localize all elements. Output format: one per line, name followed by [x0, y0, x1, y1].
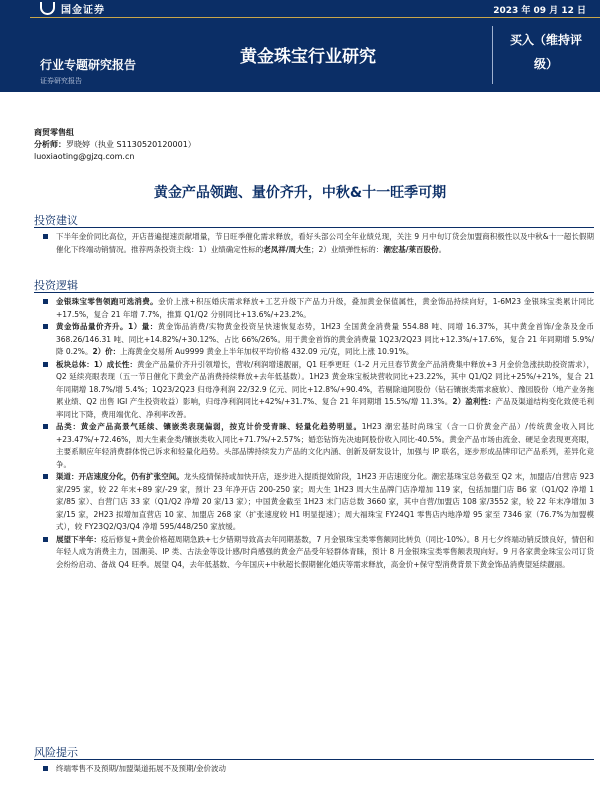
header-divider — [492, 26, 493, 84]
sector-name: 商贸零售组 — [34, 128, 74, 137]
section-title-logic: 投资逻辑 — [34, 279, 78, 292]
header-gold-rule — [30, 17, 600, 18]
list-item: 品类：黄金产品高景气延续、镶嵌类表现偏弱，按克计价受青睐、轻量化趋势明显。1H23 潮宏基时尚珠宝（含一口价黄金产品）/传统黄金收入同比+23.47%/+72.46%，周大生素金类/镶嵌类收入同比+71.7%/+2.57%；婚恋钻饰先决迪阿股份收入同比-40.5%。黄金产品市场由流金、硬足金表现更亮眼，主要系顺应年轻消费群体悦己诉求和轻量化趋势。头部品牌持续发力产品的文化内涵、创新及研发设计，加强与 IP 联名，逐步形成品牌印记产品系列，差异化竞争。 — [34, 421, 594, 471]
section-invest — [34, 212, 594, 256]
list-item: 金银珠宝零售领跑可选消费。金价上涨+积压婚庆需求释放+工艺升级下产品力升级，叠加黄金保值属性，黄金饰品持续向好，1-6M23 金银珠宝类累计同比+17.5%，复合 21 年增 7.7%，推算 Q1/Q2 分别同比+13.6%/+23.2%。 — [34, 296, 594, 321]
company-logo — [40, 0, 105, 16]
list-item: 黄金饰品量价齐升。1）量：黄金饰品消费/实物黄金投资呈快速恢复态势，1H23 全国黄金消费量 554.88 吨、同增 16.37%，其中黄金首饰/金条及金币 368.26/146.31 吨、同比+14.82%/+30.12%、占比 66%/26%。用于黄金首饰的黄金消费量 1Q23/2Q23 同比+12.3%/+17.6%，复合 21 年同期增 5.9%/降 0.2%。2）价：上海黄金交易所 Au9999 黄金上半年加权平均价格 432.09 元/克，同比上涨 10.91%。 — [34, 321, 594, 359]
report-headline: 黄金产品领跑、量价齐升，中秋&十一旺季可期 — [153, 185, 447, 201]
section-rule — [34, 759, 594, 760]
rating-badge — [500, 28, 592, 76]
section-rule — [34, 227, 594, 228]
report-header — [0, 0, 600, 92]
doc-sub-label: 证券研究报告 — [40, 77, 82, 85]
list-item: 渠道：开店速度分化，仍有扩张空间。龙头疫情保持或加快开店，逐步进入提质提效阶段，1H23 开店速度分化。潮宏基珠宝总务截至 Q2 末，加盟店/自营店 923 家/295 家，较 22 年末+89 家/-29 家，预计 23 年净开店 200-250 家；周大生 1H23 周大生品牌门店净增加 119 家，包括加盟门店 B6 家（Q1/Q2 净增 1 家/85 家）、自营门店 33 家（Q1/Q2 净增 20 家/13 家）；中国黄金截至 1H23 末门店总数 3660 家，其中自营/加盟店 108 家/3552 家，较 22 年末净增加 3 家/15 家，2H23 拟增加直营店 10 家、加盟店 268 家（扩张速度较 H1 明显提速）；周大福珠宝 FY24Q1 零售店内地净增 95 家至 7346 家（76.7%为加盟模式），较 FY23Q2/Q3/Q4 净增 595/448/250 家放缓。 — [34, 471, 594, 534]
report-title: 黄金珠宝行业研究 — [240, 47, 376, 67]
analyst-label: 分析师： — [34, 140, 66, 149]
section-title-invest: 投资建议 — [34, 214, 78, 227]
analyst-name: 罗晓婷（执业 S1130520120001） — [66, 140, 196, 149]
doc-type: 行业专题研究报告 — [40, 58, 137, 72]
section-title-risk: 风险提示 — [34, 746, 78, 759]
rating-line-2: 级） — [533, 57, 558, 71]
list-item: 展望下半年：疫后修复+黄金价格超周期急跌+七夕错期导致高去年同期基数，7 月金银珠宝类零售额同比转负（同比-10%）。8 月七夕终端动销反馈良好，情侣和年轻人成为消费主力，国潮美、IP 类、古法金等设计感/时尚感强的黄金产品受年轻群体青睐，预计 8 月金银珠宝类零售额表现向好。9 月各家黄金珠宝公司订货会纷纷启动、备战 Q4 旺季。展望 Q4，去年低基数、今年国庆+中秋超长假期催化婚庆等需求释放，高金价+保守型消费背景下黄金饰品消费望延续靓丽。 — [34, 534, 594, 572]
list-item: 终端零售不及预期/加盟渠道拓展不及预期/金价波动 — [34, 763, 594, 776]
analyst-info — [34, 127, 196, 163]
analyst-line — [34, 139, 196, 151]
list-item: 下半年金价同比高位，开店普遍提速贡献增量，节日旺季催化需求释放，看好头部公司全年业绩兑现，关注 9 月中旬订货会加盟商积极性以及中秋&十一超长假期催化下终端动销情况。推荐两条投资主线：1）业绩确定性标的老凤祥/周大生；2）业绩弹性标的：潮宏基/莱百股份。 — [34, 231, 594, 256]
analyst-email[interactable]: luoxiaoting@gjzq.com.cn — [34, 152, 135, 161]
report-date: 2023 年 09 月 12 日 — [493, 6, 586, 16]
rating-line-1: 买入（维持评 — [509, 33, 582, 47]
section-logic — [34, 277, 594, 571]
section-rule — [34, 292, 594, 293]
logo-mark-icon — [40, 2, 55, 15]
logo-text: 国金证券 — [61, 4, 105, 16]
section-risk — [34, 744, 594, 776]
list-item: 板块总体：1）成长性：黄金产品量价齐升引领增长，营收/利润增速靓丽，Q1 旺季更旺（1-2 月元旦春节黄金产品消费集中释放+3 月金价急涨扶助投资需求），Q2 延续亮眼表现（五一节日催化下黄金产品消费持续释放+去年低基数）。1H23 黄金珠宝板块营收同比+23.22%，其中 Q1/Q2 同比+25%/+21%，复合 21 年同期增 18.7%/增 5.4%；1Q23/2Q23 归母净利润 22/32.9 亿元、同比+12.8%/+90.4%，若剔除迪阿股份（钻石镶嵌类需求疲软）、豫园股份（地产业务拖累业绩、Q2 出售 IGI 产生投资收益）影响，归母净利润同比+42%/+31.7%、复合 21 年同期增 15.5%/增 11.3%。2）盈利性：产品及渠道结构变化致使毛利率同比下降，费用端优化、净利率改善。 — [34, 359, 594, 422]
